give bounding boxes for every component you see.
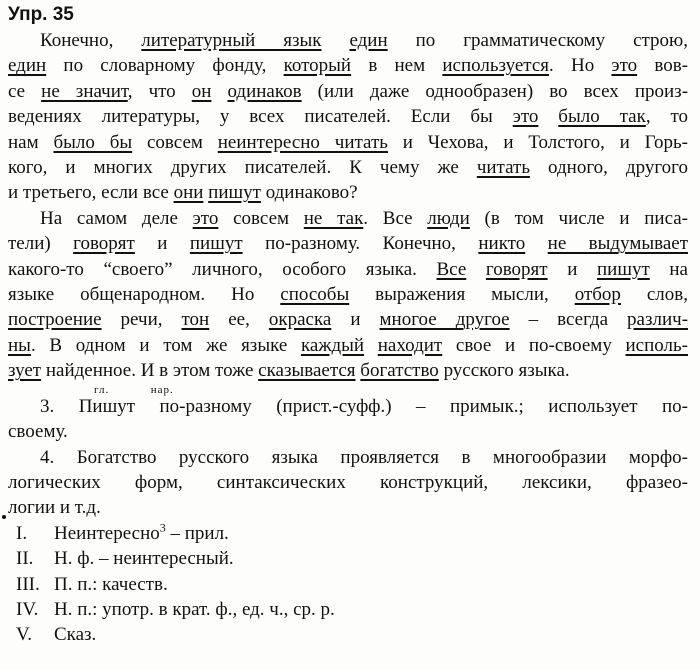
text-segment: по грамматическому строю, — [387, 30, 688, 51]
text-segment: какого-то “своего” личного, особого языка. — [8, 258, 437, 280]
paragraph-3 — [8, 394, 688, 445]
text-segment: нам — [8, 131, 54, 153]
underlined-word: окраска — [268, 309, 332, 331]
underlined-word: не значит — [41, 80, 128, 102]
text-segment: – всегда — [509, 309, 628, 331]
underlined-word: пишут — [208, 182, 261, 204]
text-line — [8, 155, 688, 180]
text-segment — [538, 106, 558, 127]
text-segment: . В одном и том же языке — [30, 334, 301, 356]
text-segment: ведениях литературы, у всех писателей. Если бы — [8, 106, 513, 128]
text-line — [8, 333, 688, 358]
text-segment: по словарному фонду, — [46, 55, 284, 77]
text-line: логических форм, синтаксических конструкций, лексики, фразео- — [8, 471, 688, 493]
list-item — [8, 597, 688, 622]
list-text-rest: – прил. — [165, 522, 229, 544]
underlined-word: не выдумывает — [547, 233, 688, 255]
text-segment — [525, 233, 547, 254]
text-line — [8, 104, 688, 129]
list-text: Неинтересно — [54, 522, 160, 544]
text-segment: совсем — [132, 131, 218, 153]
text-line: 4. Богатство русского языка проявляется в многообразии морфо- — [40, 446, 688, 468]
ink-dot — [2, 515, 6, 519]
underlined-word: который — [283, 55, 352, 77]
adverb-mark: нар. — [150, 383, 174, 396]
text-segment: и Чехова, и Толстого, и Горь- — [387, 131, 688, 153]
underlined-word: это — [512, 106, 539, 128]
text-segment: и — [547, 258, 597, 280]
text-line: 3. Пишут по-разному (прист.-суфф.) – примык.; использует по- — [40, 395, 688, 417]
text-line: логии и т.д. — [8, 497, 101, 519]
text-segment: . Все — [363, 207, 428, 229]
underlined-word: един — [8, 55, 47, 77]
list-text: П. п.: качеств. — [54, 573, 168, 595]
text-line: своему. — [8, 421, 68, 443]
underlined-word: используется — [442, 55, 550, 77]
text-line — [8, 257, 688, 282]
underlined-word: не так — [303, 207, 364, 229]
verb-mark: гл. — [94, 383, 110, 396]
underlined-word: пишут — [189, 233, 243, 255]
text-segment: вов- — [637, 55, 688, 77]
list-item — [8, 572, 688, 597]
underlined-word: было так — [558, 106, 646, 128]
underlined-word: сказывается — [258, 360, 356, 382]
list-text: Н. ф. – неинтересный. — [54, 548, 234, 570]
text-segment: слов, — [620, 284, 688, 306]
text-line — [8, 231, 688, 256]
text-segment: на — [649, 258, 688, 280]
underlined-word: это — [611, 55, 638, 77]
text-segment: Конечно, — [40, 30, 142, 51]
underlined-word: они — [173, 182, 204, 204]
underlined-word: богатство — [360, 360, 439, 382]
text-segment: тели) — [8, 233, 74, 255]
underlined-word: говорят — [485, 258, 548, 280]
list-number: I. — [16, 522, 28, 544]
underlined-word: говорят — [73, 233, 135, 255]
underlined-word: построение — [8, 309, 102, 331]
morphology-marks — [8, 384, 688, 394]
underlined-word: исполь- — [625, 334, 688, 356]
text-segment: речи, — [101, 309, 182, 331]
text-segment: в нем — [351, 55, 443, 77]
underlined-word: различ- — [627, 309, 688, 331]
text-segment: одинаково? — [260, 182, 358, 204]
text-line — [8, 130, 688, 155]
text-segment — [364, 335, 378, 356]
text-segment: ее, — [209, 309, 269, 331]
analysis-list — [8, 521, 688, 648]
text-segment: и — [134, 233, 190, 255]
underlined-word: тон — [181, 309, 210, 331]
text-segment: найденное. И в этом тоже — [41, 360, 259, 382]
underlined-word: отбор — [574, 284, 621, 306]
underlined-word: каждый — [300, 334, 365, 356]
exercise-title: Упр. 35 — [8, 4, 74, 25]
text-line — [8, 79, 688, 104]
text-line — [8, 28, 688, 53]
list-item — [8, 622, 688, 647]
text-segment — [466, 259, 486, 280]
text-segment: , то — [645, 106, 688, 128]
text-segment: и третьего, если все — [8, 182, 174, 204]
underlined-word: способы — [280, 284, 350, 306]
underlined-word: един — [349, 30, 388, 51]
underlined-word: ны — [8, 334, 31, 356]
text-segment: языке общенародном. Но — [8, 284, 281, 306]
text-line — [8, 282, 688, 307]
list-text: Н. п.: употр. в крат. ф., ед. ч., ср. р. — [54, 598, 335, 620]
underlined-word: было бы — [53, 131, 133, 153]
text-segment: (или даже однообразен) во всех произ- — [301, 80, 688, 102]
text-line — [8, 206, 688, 231]
footnote-mark: 3 — [159, 520, 166, 535]
underlined-word: зует — [8, 360, 42, 382]
text-segment: свое и по-своему — [442, 334, 626, 356]
text-line — [8, 180, 688, 205]
list-number: V. — [16, 624, 33, 646]
underlined-word: неинтересно читать — [217, 131, 388, 153]
underlined-word: пишут — [597, 258, 650, 280]
text-segment: совсем — [218, 207, 304, 229]
text-segment: по-разному. Конечно, — [242, 233, 479, 255]
text-segment: се — [8, 80, 42, 102]
paragraph-1 — [8, 28, 688, 206]
list-number: III. — [16, 573, 40, 595]
underlined-word: одинаков — [227, 80, 302, 102]
underlined-word: он — [191, 80, 212, 102]
text-segment: русского языка. — [438, 360, 570, 382]
underlined-word: Все — [436, 258, 467, 280]
list-text: Сказ. — [54, 624, 97, 646]
paragraph-4 — [8, 445, 688, 521]
underlined-word: многое другое — [379, 309, 510, 331]
text-line — [8, 358, 688, 383]
underlined-word: никто — [478, 233, 526, 255]
list-item — [8, 546, 688, 571]
list-number: IV. — [16, 598, 39, 620]
text-segment — [321, 30, 349, 51]
text-segment: и — [331, 309, 380, 331]
list-item — [8, 521, 688, 546]
underlined-word: читать — [476, 157, 530, 179]
text-segment: . Но — [549, 55, 612, 77]
text-segment: (в том числе и писа- — [469, 207, 688, 229]
underlined-word: это — [192, 207, 219, 229]
underlined-word: литературный язык — [141, 30, 322, 51]
text-segment — [211, 81, 227, 102]
text-line — [8, 53, 688, 78]
paragraph-2 — [8, 206, 688, 384]
underlined-word: люди — [427, 207, 470, 229]
text-line — [8, 307, 688, 332]
text-segment: выражения мысли, — [349, 284, 575, 306]
text-segment: кого, и многих других писателей. К чему же — [8, 157, 477, 179]
list-number: II. — [16, 548, 34, 570]
underlined-word: находит — [377, 334, 443, 356]
text-segment: На самом деле — [40, 207, 193, 229]
text-segment: , что — [127, 80, 192, 102]
text-segment: одного, другого — [530, 157, 688, 179]
